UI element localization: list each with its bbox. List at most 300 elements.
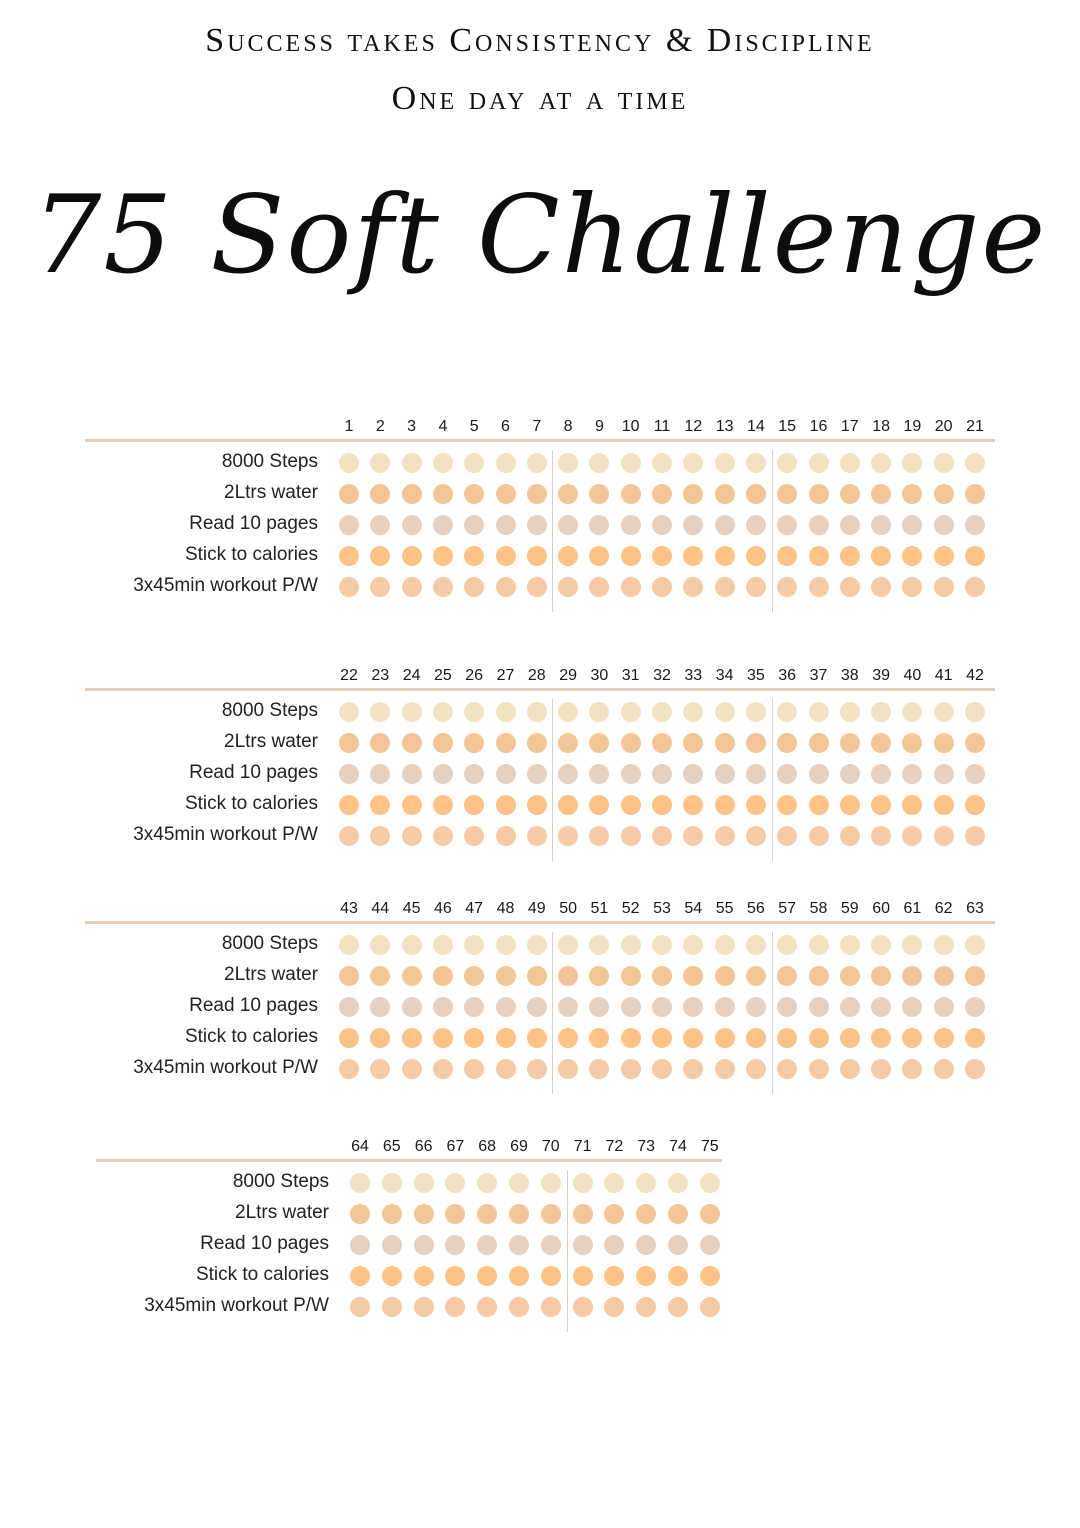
habit-checkbox[interactable] xyxy=(777,795,797,815)
habit-checkbox[interactable] xyxy=(414,1266,434,1286)
habit-checkbox[interactable] xyxy=(934,515,954,535)
habit-checkbox[interactable] xyxy=(414,1235,434,1255)
habit-checkbox[interactable] xyxy=(527,515,547,535)
habit-checkbox[interactable] xyxy=(339,826,359,846)
habit-checkbox[interactable] xyxy=(433,453,453,473)
habit-checkbox[interactable] xyxy=(445,1204,465,1224)
habit-checkbox[interactable] xyxy=(509,1266,529,1286)
habit-checkbox[interactable] xyxy=(668,1297,688,1317)
habit-checkbox[interactable] xyxy=(527,484,547,504)
habit-checkbox[interactable] xyxy=(445,1235,465,1255)
habit-checkbox[interactable] xyxy=(558,764,578,784)
habit-checkbox[interactable] xyxy=(902,484,922,504)
habit-checkbox[interactable] xyxy=(934,702,954,722)
habit-checkbox[interactable] xyxy=(746,795,766,815)
habit-checkbox[interactable] xyxy=(809,577,829,597)
habit-checkbox[interactable] xyxy=(621,546,641,566)
habit-checkbox[interactable] xyxy=(527,1059,547,1079)
habit-checkbox[interactable] xyxy=(777,484,797,504)
habit-checkbox[interactable] xyxy=(902,733,922,753)
habit-checkbox[interactable] xyxy=(965,795,985,815)
habit-checkbox[interactable] xyxy=(558,1028,578,1048)
habit-checkbox[interactable] xyxy=(902,795,922,815)
habit-checkbox[interactable] xyxy=(402,1059,422,1079)
habit-checkbox[interactable] xyxy=(965,546,985,566)
habit-checkbox[interactable] xyxy=(604,1173,624,1193)
habit-checkbox[interactable] xyxy=(840,702,860,722)
habit-checkbox[interactable] xyxy=(414,1204,434,1224)
habit-checkbox[interactable] xyxy=(370,795,390,815)
habit-checkbox[interactable] xyxy=(464,733,484,753)
habit-checkbox[interactable] xyxy=(370,1059,390,1079)
habit-checkbox[interactable] xyxy=(715,997,735,1017)
habit-checkbox[interactable] xyxy=(433,577,453,597)
habit-checkbox[interactable] xyxy=(934,795,954,815)
habit-checkbox[interactable] xyxy=(715,515,735,535)
habit-checkbox[interactable] xyxy=(339,733,359,753)
habit-checkbox[interactable] xyxy=(700,1173,720,1193)
habit-checkbox[interactable] xyxy=(871,764,891,784)
habit-checkbox[interactable] xyxy=(477,1235,497,1255)
habit-checkbox[interactable] xyxy=(339,515,359,535)
habit-checkbox[interactable] xyxy=(477,1173,497,1193)
habit-checkbox[interactable] xyxy=(652,1059,672,1079)
habit-checkbox[interactable] xyxy=(370,997,390,1017)
habit-checkbox[interactable] xyxy=(382,1266,402,1286)
habit-checkbox[interactable] xyxy=(541,1204,561,1224)
habit-checkbox[interactable] xyxy=(840,733,860,753)
habit-checkbox[interactable] xyxy=(527,546,547,566)
habit-checkbox[interactable] xyxy=(965,515,985,535)
habit-checkbox[interactable] xyxy=(840,966,860,986)
habit-checkbox[interactable] xyxy=(840,997,860,1017)
habit-checkbox[interactable] xyxy=(604,1297,624,1317)
habit-checkbox[interactable] xyxy=(871,453,891,473)
habit-checkbox[interactable] xyxy=(652,546,672,566)
habit-checkbox[interactable] xyxy=(589,546,609,566)
habit-checkbox[interactable] xyxy=(652,997,672,1017)
habit-checkbox[interactable] xyxy=(652,966,672,986)
habit-checkbox[interactable] xyxy=(558,795,578,815)
habit-checkbox[interactable] xyxy=(589,577,609,597)
habit-checkbox[interactable] xyxy=(621,795,641,815)
habit-checkbox[interactable] xyxy=(621,1059,641,1079)
habit-checkbox[interactable] xyxy=(809,764,829,784)
habit-checkbox[interactable] xyxy=(558,733,578,753)
habit-checkbox[interactable] xyxy=(402,795,422,815)
habit-checkbox[interactable] xyxy=(589,935,609,955)
habit-checkbox[interactable] xyxy=(871,484,891,504)
habit-checkbox[interactable] xyxy=(809,1059,829,1079)
habit-checkbox[interactable] xyxy=(370,546,390,566)
habit-checkbox[interactable] xyxy=(464,1059,484,1079)
habit-checkbox[interactable] xyxy=(965,1028,985,1048)
habit-checkbox[interactable] xyxy=(527,733,547,753)
habit-checkbox[interactable] xyxy=(558,702,578,722)
habit-checkbox[interactable] xyxy=(589,484,609,504)
habit-checkbox[interactable] xyxy=(668,1266,688,1286)
habit-checkbox[interactable] xyxy=(604,1204,624,1224)
habit-checkbox[interactable] xyxy=(965,997,985,1017)
habit-checkbox[interactable] xyxy=(715,935,735,955)
habit-checkbox[interactable] xyxy=(496,935,516,955)
habit-checkbox[interactable] xyxy=(464,795,484,815)
habit-checkbox[interactable] xyxy=(527,764,547,784)
habit-checkbox[interactable] xyxy=(339,795,359,815)
habit-checkbox[interactable] xyxy=(527,795,547,815)
habit-checkbox[interactable] xyxy=(934,484,954,504)
habit-checkbox[interactable] xyxy=(339,546,359,566)
habit-checkbox[interactable] xyxy=(621,935,641,955)
habit-checkbox[interactable] xyxy=(871,546,891,566)
habit-checkbox[interactable] xyxy=(339,966,359,986)
habit-checkbox[interactable] xyxy=(777,764,797,784)
habit-checkbox[interactable] xyxy=(934,1059,954,1079)
habit-checkbox[interactable] xyxy=(589,826,609,846)
habit-checkbox[interactable] xyxy=(339,577,359,597)
habit-checkbox[interactable] xyxy=(402,764,422,784)
habit-checkbox[interactable] xyxy=(683,1059,703,1079)
habit-checkbox[interactable] xyxy=(871,997,891,1017)
habit-checkbox[interactable] xyxy=(370,577,390,597)
habit-checkbox[interactable] xyxy=(777,702,797,722)
habit-checkbox[interactable] xyxy=(683,702,703,722)
habit-checkbox[interactable] xyxy=(589,453,609,473)
habit-checkbox[interactable] xyxy=(777,1059,797,1079)
habit-checkbox[interactable] xyxy=(573,1204,593,1224)
habit-checkbox[interactable] xyxy=(527,935,547,955)
habit-checkbox[interactable] xyxy=(652,515,672,535)
habit-checkbox[interactable] xyxy=(604,1235,624,1255)
habit-checkbox[interactable] xyxy=(402,1028,422,1048)
habit-checkbox[interactable] xyxy=(496,997,516,1017)
habit-checkbox[interactable] xyxy=(382,1235,402,1255)
habit-checkbox[interactable] xyxy=(339,453,359,473)
habit-checkbox[interactable] xyxy=(370,764,390,784)
habit-checkbox[interactable] xyxy=(652,764,672,784)
habit-checkbox[interactable] xyxy=(840,453,860,473)
habit-checkbox[interactable] xyxy=(382,1173,402,1193)
habit-checkbox[interactable] xyxy=(871,826,891,846)
habit-checkbox[interactable] xyxy=(636,1297,656,1317)
habit-checkbox[interactable] xyxy=(370,826,390,846)
habit-checkbox[interactable] xyxy=(433,702,453,722)
habit-checkbox[interactable] xyxy=(902,935,922,955)
habit-checkbox[interactable] xyxy=(840,546,860,566)
habit-checkbox[interactable] xyxy=(621,702,641,722)
habit-checkbox[interactable] xyxy=(621,764,641,784)
habit-checkbox[interactable] xyxy=(414,1297,434,1317)
habit-checkbox[interactable] xyxy=(558,577,578,597)
habit-checkbox[interactable] xyxy=(809,935,829,955)
habit-checkbox[interactable] xyxy=(527,826,547,846)
habit-checkbox[interactable] xyxy=(496,702,516,722)
habit-checkbox[interactable] xyxy=(809,733,829,753)
habit-checkbox[interactable] xyxy=(382,1204,402,1224)
habit-checkbox[interactable] xyxy=(477,1204,497,1224)
habit-checkbox[interactable] xyxy=(589,515,609,535)
habit-checkbox[interactable] xyxy=(496,577,516,597)
habit-checkbox[interactable] xyxy=(840,1059,860,1079)
habit-checkbox[interactable] xyxy=(715,484,735,504)
habit-checkbox[interactable] xyxy=(509,1173,529,1193)
habit-checkbox[interactable] xyxy=(496,515,516,535)
habit-checkbox[interactable] xyxy=(573,1266,593,1286)
habit-checkbox[interactable] xyxy=(464,484,484,504)
habit-checkbox[interactable] xyxy=(652,577,672,597)
habit-checkbox[interactable] xyxy=(527,702,547,722)
habit-checkbox[interactable] xyxy=(683,1028,703,1048)
habit-checkbox[interactable] xyxy=(477,1266,497,1286)
habit-checkbox[interactable] xyxy=(350,1204,370,1224)
habit-checkbox[interactable] xyxy=(402,826,422,846)
habit-checkbox[interactable] xyxy=(433,484,453,504)
habit-checkbox[interactable] xyxy=(527,966,547,986)
habit-checkbox[interactable] xyxy=(558,484,578,504)
habit-checkbox[interactable] xyxy=(558,546,578,566)
habit-checkbox[interactable] xyxy=(527,577,547,597)
habit-checkbox[interactable] xyxy=(604,1266,624,1286)
habit-checkbox[interactable] xyxy=(350,1297,370,1317)
habit-checkbox[interactable] xyxy=(934,935,954,955)
habit-checkbox[interactable] xyxy=(652,826,672,846)
habit-checkbox[interactable] xyxy=(746,997,766,1017)
habit-checkbox[interactable] xyxy=(464,546,484,566)
habit-checkbox[interactable] xyxy=(715,966,735,986)
habit-checkbox[interactable] xyxy=(573,1173,593,1193)
habit-checkbox[interactable] xyxy=(370,484,390,504)
habit-checkbox[interactable] xyxy=(683,764,703,784)
habit-checkbox[interactable] xyxy=(902,764,922,784)
habit-checkbox[interactable] xyxy=(902,997,922,1017)
habit-checkbox[interactable] xyxy=(496,795,516,815)
habit-checkbox[interactable] xyxy=(809,515,829,535)
habit-checkbox[interactable] xyxy=(589,733,609,753)
habit-checkbox[interactable] xyxy=(509,1235,529,1255)
habit-checkbox[interactable] xyxy=(683,453,703,473)
habit-checkbox[interactable] xyxy=(339,702,359,722)
habit-checkbox[interactable] xyxy=(683,966,703,986)
habit-checkbox[interactable] xyxy=(777,546,797,566)
habit-checkbox[interactable] xyxy=(464,826,484,846)
habit-checkbox[interactable] xyxy=(777,1028,797,1048)
habit-checkbox[interactable] xyxy=(902,702,922,722)
habit-checkbox[interactable] xyxy=(621,515,641,535)
habit-checkbox[interactable] xyxy=(840,577,860,597)
habit-checkbox[interactable] xyxy=(402,484,422,504)
habit-checkbox[interactable] xyxy=(621,577,641,597)
habit-checkbox[interactable] xyxy=(902,453,922,473)
habit-checkbox[interactable] xyxy=(809,546,829,566)
habit-checkbox[interactable] xyxy=(414,1173,434,1193)
habit-checkbox[interactable] xyxy=(683,484,703,504)
habit-checkbox[interactable] xyxy=(809,1028,829,1048)
habit-checkbox[interactable] xyxy=(541,1235,561,1255)
habit-checkbox[interactable] xyxy=(496,546,516,566)
habit-checkbox[interactable] xyxy=(402,546,422,566)
habit-checkbox[interactable] xyxy=(668,1204,688,1224)
habit-checkbox[interactable] xyxy=(509,1297,529,1317)
habit-checkbox[interactable] xyxy=(652,935,672,955)
habit-checkbox[interactable] xyxy=(746,546,766,566)
habit-checkbox[interactable] xyxy=(433,935,453,955)
habit-checkbox[interactable] xyxy=(715,733,735,753)
habit-checkbox[interactable] xyxy=(840,826,860,846)
habit-checkbox[interactable] xyxy=(621,966,641,986)
habit-checkbox[interactable] xyxy=(902,1059,922,1079)
habit-checkbox[interactable] xyxy=(370,515,390,535)
habit-checkbox[interactable] xyxy=(558,997,578,1017)
habit-checkbox[interactable] xyxy=(809,702,829,722)
habit-checkbox[interactable] xyxy=(541,1173,561,1193)
habit-checkbox[interactable] xyxy=(871,795,891,815)
habit-checkbox[interactable] xyxy=(683,997,703,1017)
habit-checkbox[interactable] xyxy=(382,1297,402,1317)
habit-checkbox[interactable] xyxy=(370,935,390,955)
habit-checkbox[interactable] xyxy=(965,1059,985,1079)
habit-checkbox[interactable] xyxy=(746,577,766,597)
habit-checkbox[interactable] xyxy=(339,1028,359,1048)
habit-checkbox[interactable] xyxy=(445,1266,465,1286)
habit-checkbox[interactable] xyxy=(621,826,641,846)
habit-checkbox[interactable] xyxy=(934,453,954,473)
habit-checkbox[interactable] xyxy=(715,764,735,784)
habit-checkbox[interactable] xyxy=(402,577,422,597)
habit-checkbox[interactable] xyxy=(370,1028,390,1048)
habit-checkbox[interactable] xyxy=(700,1266,720,1286)
habit-checkbox[interactable] xyxy=(370,733,390,753)
habit-checkbox[interactable] xyxy=(809,453,829,473)
habit-checkbox[interactable] xyxy=(433,546,453,566)
habit-checkbox[interactable] xyxy=(668,1173,688,1193)
habit-checkbox[interactable] xyxy=(558,826,578,846)
habit-checkbox[interactable] xyxy=(464,935,484,955)
habit-checkbox[interactable] xyxy=(433,826,453,846)
habit-checkbox[interactable] xyxy=(496,453,516,473)
habit-checkbox[interactable] xyxy=(746,733,766,753)
habit-checkbox[interactable] xyxy=(668,1235,688,1255)
habit-checkbox[interactable] xyxy=(902,546,922,566)
habit-checkbox[interactable] xyxy=(558,453,578,473)
habit-checkbox[interactable] xyxy=(777,966,797,986)
habit-checkbox[interactable] xyxy=(433,997,453,1017)
habit-checkbox[interactable] xyxy=(496,966,516,986)
habit-checkbox[interactable] xyxy=(840,795,860,815)
habit-checkbox[interactable] xyxy=(871,1059,891,1079)
habit-checkbox[interactable] xyxy=(700,1297,720,1317)
habit-checkbox[interactable] xyxy=(902,577,922,597)
habit-checkbox[interactable] xyxy=(809,966,829,986)
habit-checkbox[interactable] xyxy=(339,935,359,955)
habit-checkbox[interactable] xyxy=(541,1297,561,1317)
habit-checkbox[interactable] xyxy=(339,1059,359,1079)
habit-checkbox[interactable] xyxy=(558,1059,578,1079)
habit-checkbox[interactable] xyxy=(934,546,954,566)
habit-checkbox[interactable] xyxy=(902,1028,922,1048)
habit-checkbox[interactable] xyxy=(589,1028,609,1048)
habit-checkbox[interactable] xyxy=(965,935,985,955)
habit-checkbox[interactable] xyxy=(700,1204,720,1224)
habit-checkbox[interactable] xyxy=(339,484,359,504)
habit-checkbox[interactable] xyxy=(433,1028,453,1048)
habit-checkbox[interactable] xyxy=(433,515,453,535)
habit-checkbox[interactable] xyxy=(402,453,422,473)
habit-checkbox[interactable] xyxy=(840,484,860,504)
habit-checkbox[interactable] xyxy=(496,484,516,504)
habit-checkbox[interactable] xyxy=(652,733,672,753)
habit-checkbox[interactable] xyxy=(715,826,735,846)
habit-checkbox[interactable] xyxy=(809,484,829,504)
habit-checkbox[interactable] xyxy=(683,935,703,955)
habit-checkbox[interactable] xyxy=(589,795,609,815)
habit-checkbox[interactable] xyxy=(683,515,703,535)
habit-checkbox[interactable] xyxy=(902,515,922,535)
habit-checkbox[interactable] xyxy=(965,577,985,597)
habit-checkbox[interactable] xyxy=(621,484,641,504)
habit-checkbox[interactable] xyxy=(636,1173,656,1193)
habit-checkbox[interactable] xyxy=(840,515,860,535)
habit-checkbox[interactable] xyxy=(477,1297,497,1317)
habit-checkbox[interactable] xyxy=(934,577,954,597)
habit-checkbox[interactable] xyxy=(652,795,672,815)
habit-checkbox[interactable] xyxy=(746,1028,766,1048)
habit-checkbox[interactable] xyxy=(683,546,703,566)
habit-checkbox[interactable] xyxy=(840,1028,860,1048)
habit-checkbox[interactable] xyxy=(402,997,422,1017)
habit-checkbox[interactable] xyxy=(965,826,985,846)
habit-checkbox[interactable] xyxy=(871,733,891,753)
habit-checkbox[interactable] xyxy=(402,966,422,986)
habit-checkbox[interactable] xyxy=(464,966,484,986)
habit-checkbox[interactable] xyxy=(402,702,422,722)
habit-checkbox[interactable] xyxy=(541,1266,561,1286)
habit-checkbox[interactable] xyxy=(589,966,609,986)
habit-checkbox[interactable] xyxy=(683,826,703,846)
habit-checkbox[interactable] xyxy=(527,997,547,1017)
habit-checkbox[interactable] xyxy=(496,826,516,846)
habit-checkbox[interactable] xyxy=(934,826,954,846)
habit-checkbox[interactable] xyxy=(433,795,453,815)
habit-checkbox[interactable] xyxy=(350,1235,370,1255)
habit-checkbox[interactable] xyxy=(621,997,641,1017)
habit-checkbox[interactable] xyxy=(871,515,891,535)
habit-checkbox[interactable] xyxy=(445,1173,465,1193)
habit-checkbox[interactable] xyxy=(370,966,390,986)
habit-checkbox[interactable] xyxy=(339,764,359,784)
habit-checkbox[interactable] xyxy=(589,997,609,1017)
habit-checkbox[interactable] xyxy=(509,1204,529,1224)
habit-checkbox[interactable] xyxy=(464,997,484,1017)
habit-checkbox[interactable] xyxy=(636,1266,656,1286)
habit-checkbox[interactable] xyxy=(715,795,735,815)
habit-checkbox[interactable] xyxy=(746,702,766,722)
habit-checkbox[interactable] xyxy=(934,997,954,1017)
habit-checkbox[interactable] xyxy=(464,764,484,784)
habit-checkbox[interactable] xyxy=(934,1028,954,1048)
habit-checkbox[interactable] xyxy=(965,733,985,753)
habit-checkbox[interactable] xyxy=(902,966,922,986)
habit-checkbox[interactable] xyxy=(746,764,766,784)
habit-checkbox[interactable] xyxy=(777,826,797,846)
habit-checkbox[interactable] xyxy=(840,764,860,784)
habit-checkbox[interactable] xyxy=(527,1028,547,1048)
habit-checkbox[interactable] xyxy=(934,764,954,784)
habit-checkbox[interactable] xyxy=(715,453,735,473)
habit-checkbox[interactable] xyxy=(527,453,547,473)
habit-checkbox[interactable] xyxy=(652,702,672,722)
habit-checkbox[interactable] xyxy=(777,577,797,597)
habit-checkbox[interactable] xyxy=(777,997,797,1017)
